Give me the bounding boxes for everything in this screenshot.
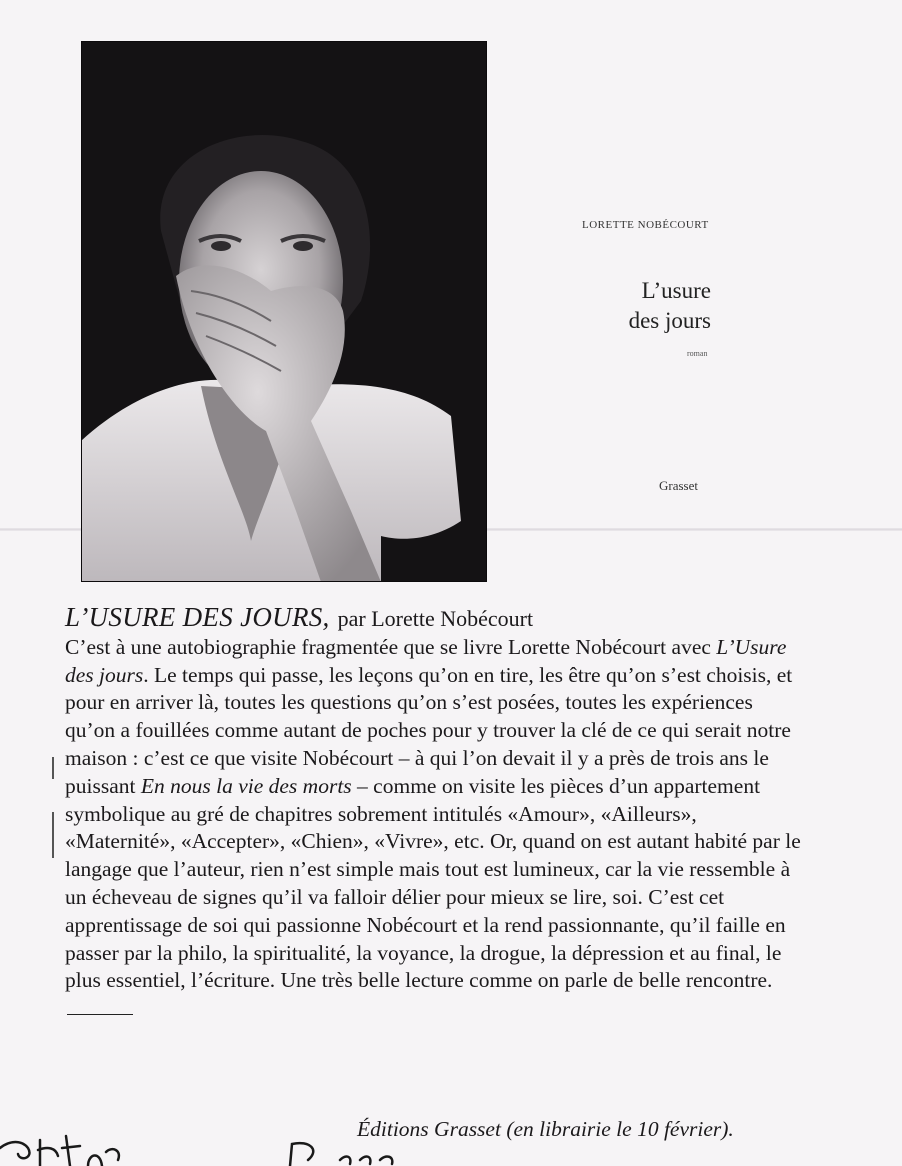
review-text-2: . Le temps qui passe, les leçons qu’on en tire, les être qu’on s’est choisis, et pour en arriver là, toutes les questions qu’on s’est posées, toutes les expériences qu’on a fouillées comme autant de poches pour y trouver la clé de ce qui serait notre maison : c’est ce que visite Nobécourt – à qui l’on devait il y a près de trois ans le puissant [65,662,793,798]
margin-mark-top [52,757,54,779]
cover-author-name: LORETTE NOBÉCOURT [582,219,709,231]
closing-rule [67,1014,133,1015]
review-heading: L’USURE DES JOURS, [65,602,330,632]
review-byline: par Lorette Nobécourt [337,606,534,631]
publisher-credit: Éditions Grasset (en librairie le 10 février). [357,1117,734,1141]
handwriting-scribble [0,1126,420,1166]
review-book-title: L’Usure des jours [65,634,787,687]
cover-book-title [560,276,711,336]
cover-title-line-2: des jours [628,308,711,333]
margin-mark-bottom [52,812,54,858]
author-photo [81,41,487,582]
cover-title-line-1: L’usure [641,278,711,303]
review-article [65,604,805,1023]
review-text-3: – comme on visite les pièces d’un appartement symbolique au gré de chapitres sobrement intitulés «Amour», «Ailleurs», «Maternité», «Accepter», «Chien», «Vivre», etc. Or, quand on est autant habité par le langage que l’auteur, rien n’est simple mais tout est lumineux, car la vie ressemble à un écheveau de signes qu’il va falloir délier pour mieux se lire, soi. C’est cet apprentissage de soi qui passionne Nobécourt et la rend passionnante, qu’il faille en passer par la philo, la spiritualité, la voyance, la drogue, la dépression et au final, le plus essentiel, l’écriture. Une très belle lecture comme on parle de belle rencontre. [65,773,801,993]
cover-genre: roman [687,349,708,358]
review-previous-book-title: En nous la vie des morts [140,773,352,798]
cover-publisher: Grasset [659,478,698,493]
review-text-1: C’est à une autobiographie fragmentée que se livre Lorette Nobécourt avec [65,634,717,659]
